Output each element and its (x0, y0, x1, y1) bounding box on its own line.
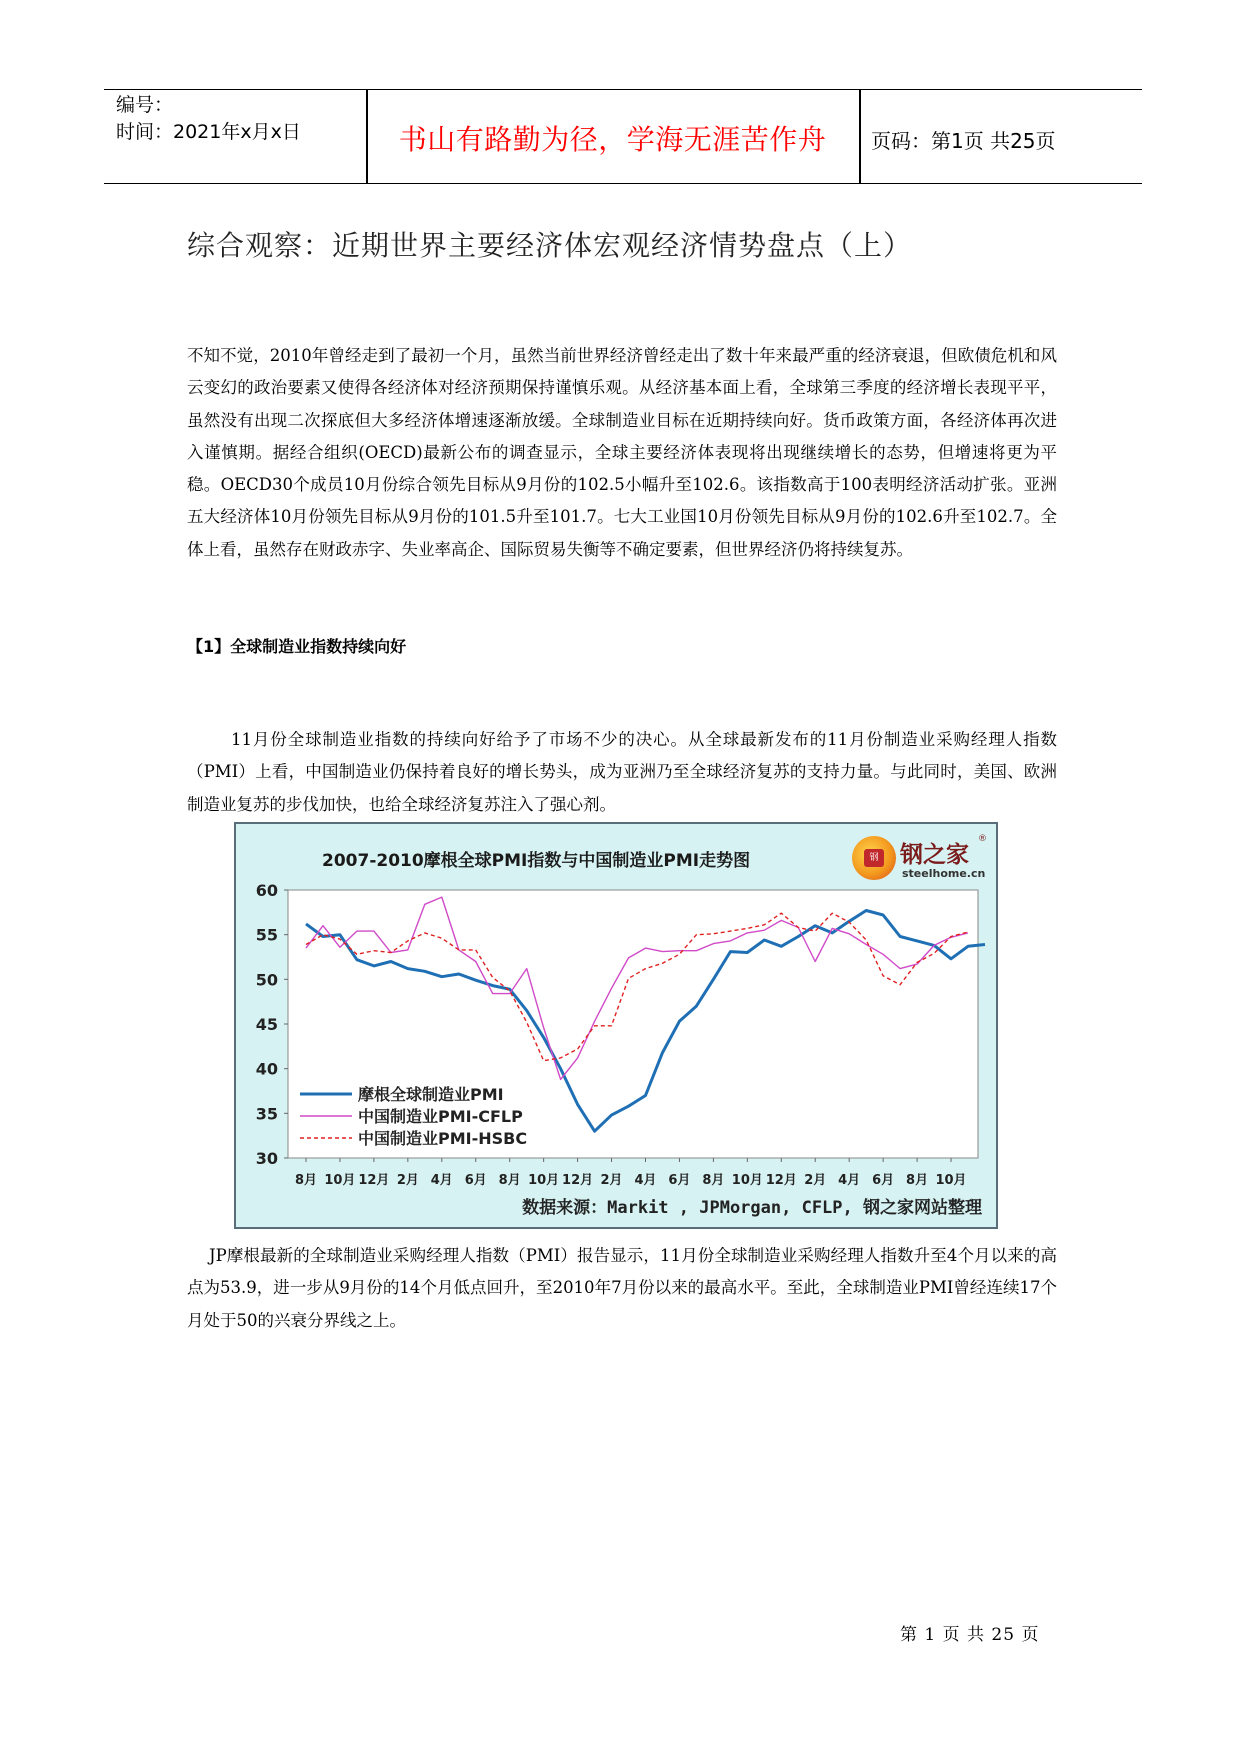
chart-title: 2007-2010摩根全球PMI指数与中国制造业PMI走势图 (322, 851, 751, 871)
section-heading: 【1】全球制造业指数持续向好 (187, 637, 407, 656)
y-tick-label: 45 (255, 1015, 278, 1034)
body-paragraph-jpmorgan: JP摩根最新的全球制造业采购经理人指数（PMI）报告显示，11月份全球制造业采购经理人指数升至4个月以来的高点为53.9，进一步从9月份的14个月低点回升，至2010年7月份以来的最高水平。至此，全球制造业PMI曾经连续17个月处于50的兴衰分界线之上。 (187, 1246, 1057, 1330)
x-tick-label: 8月 (294, 1173, 318, 1188)
y-tick-label: 35 (255, 1104, 278, 1124)
logo-registered-mark: ® (978, 834, 987, 844)
document-time-label: 时间：2021年x月x日 (116, 121, 301, 143)
x-tick-label: 4月 (634, 1173, 657, 1188)
logo-domain: steelhome.cn (902, 867, 986, 880)
legend-label-2: 中国制造业PMI-CFLP (358, 1107, 523, 1126)
x-tick-label: 2月 (396, 1173, 419, 1188)
logo-brand-text: 钢之家 (900, 842, 969, 868)
x-tick-label: 10月 (528, 1173, 560, 1188)
legend-label-3: 中国制造业PMI-HSBC (358, 1129, 528, 1148)
chart-source: 数据来源：Markit , JPMorgan, CFLP, 钢之家网站整理 (522, 1198, 982, 1218)
page-footer: 第 1 页 共 25 页 (900, 1625, 1040, 1645)
x-tick-label: 4月 (430, 1173, 453, 1188)
logo-emblem: 钢 (852, 836, 896, 880)
pmi-chart (234, 822, 998, 1229)
x-tick-label: 10月 (935, 1173, 967, 1188)
x-tick-label: 12月 (765, 1173, 797, 1188)
x-tick-label: 6月 (872, 1173, 895, 1188)
x-tick-label: 10月 (324, 1173, 356, 1188)
steelhome-logo (848, 832, 988, 886)
x-tick-label: 2月 (600, 1173, 623, 1188)
header-meta (116, 92, 301, 146)
header-page-number: 页码：第1页 共25页 (871, 129, 1056, 153)
x-tick-label: 12月 (358, 1173, 390, 1188)
document-number-label: 编号： (116, 94, 174, 116)
x-tick-label: 8月 (702, 1173, 725, 1188)
y-tick-label: 40 (255, 1059, 278, 1079)
x-tick-label: 10月 (731, 1173, 763, 1188)
page-header (104, 89, 1142, 184)
x-tick-label: 12月 (562, 1173, 594, 1188)
x-tick-label: 8月 (498, 1173, 521, 1188)
intro-paragraph: 不知不觉，2010年曾经走到了最初一个月，虽然当前世界经济曾经走出了数十年来最严重的经济衰退，但欧债危机和风云变幻的政治要素又使得各经济体对经济预期保持谨慎乐观。从经济基本面上看，全球第三季度的经济增长表现平平，虽然没有出现二次探底但大多经济体增速逐渐放缓。全球制造业目标在近期持续向好。货币政策方面，各经济体再次进入谨慎期。据经合组织(OECD)最新公布的调查显示，全球主要经济体表现将出现继续增长的态势，但增速将更为平稳。OECD30个成员10月份综合领先目标从9月份的102.5小幅升至102.6。该指数高于100表明经济活动扩张。亚洲五大经济体10月份领先目标从9月份的101.5升至101.7。七大工业国10月份领先目标从9月份的102.6升至102.7。全体上看，虽然存在财政赤字、失业率高企、国际贸易失衡等不确定要素，但世界经济仍将持续复苏。 (187, 346, 1057, 559)
legend-label-1: 摩根全球制造业PMI (358, 1085, 504, 1104)
x-tick-label: 2月 (804, 1173, 827, 1188)
x-tick-label: 6月 (464, 1173, 487, 1188)
header-divider (859, 90, 861, 183)
x-tick-label: 4月 (838, 1173, 861, 1188)
document-title: 综合观察：近期世界主要经济体宏观经济情势盘点（上） (187, 229, 913, 262)
y-tick-label: 50 (255, 970, 278, 990)
x-tick-label: 6月 (668, 1173, 691, 1188)
y-tick-label: 60 (255, 881, 278, 900)
y-tick-label: 30 (255, 1149, 278, 1168)
y-tick-label: 55 (255, 925, 278, 945)
x-tick-label: 8月 (906, 1173, 929, 1188)
body-paragraph-pmi: 11月份全球制造业指数的持续向好给予了市场不少的决心。从全球最新发布的11月份制造业采购经理人指数（PMI）上看，中国制造业仍保持着良好的增长势头，成为亚洲乃至全球经济复苏的支持力量。与此同时，美国、欧洲制造业复苏的步伐加快，也给全球经济复苏注入了强心剂。 (187, 730, 1057, 814)
header-motto: 书山有路勤为径，学海无涯苦作舟 (398, 123, 827, 156)
